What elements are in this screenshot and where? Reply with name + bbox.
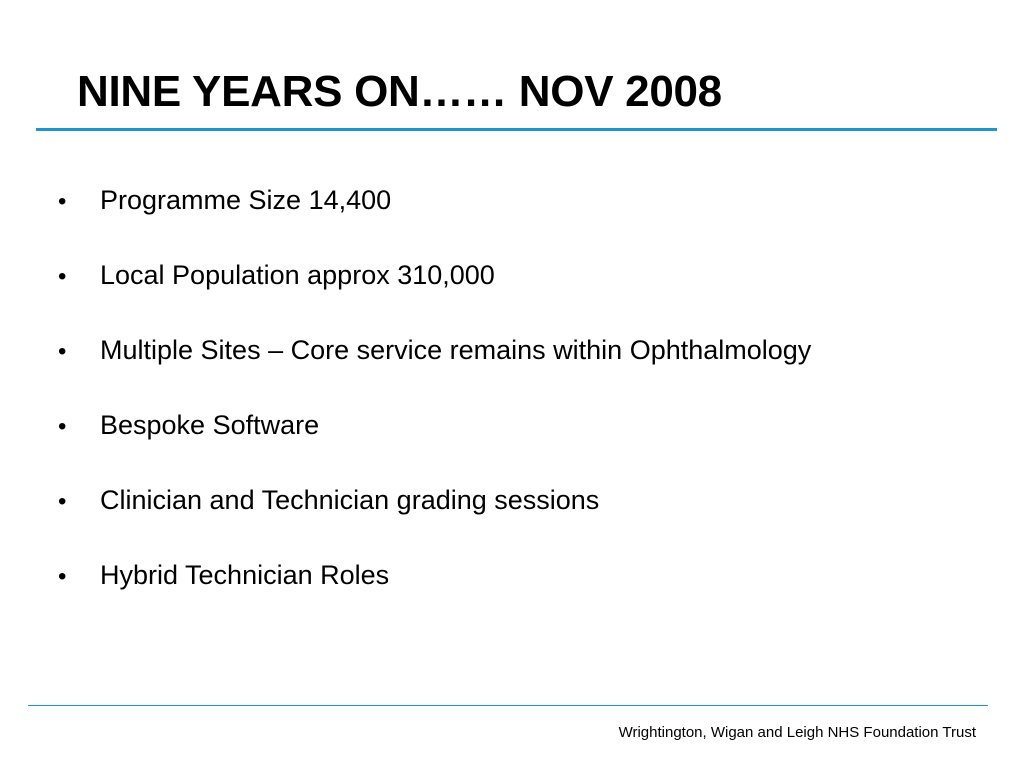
footer-divider (28, 705, 988, 706)
bullet-dot: • (58, 188, 67, 215)
bullet-dot: • (58, 488, 67, 515)
footer-organization: Wrightington, Wigan and Leigh NHS Foundation Trust (618, 724, 976, 741)
bullet-list (58, 180, 811, 630)
bullet-text: Multiple Sites – Core service remains within Ophthalmology (100, 335, 812, 365)
bullet-dot: • (58, 563, 67, 590)
bullet-text: Bespoke Software (100, 410, 320, 440)
bullet-text: Programme Size 14,400 (100, 185, 392, 215)
bullet-dot: • (58, 338, 67, 365)
bullet-item (58, 330, 811, 405)
bullet-text: Local Population approx 310,000 (100, 260, 495, 290)
bullet-dot: • (58, 413, 67, 440)
bullet-dot: • (58, 263, 67, 290)
bullet-item (58, 555, 811, 630)
bullet-item (58, 180, 811, 255)
bullet-text: Hybrid Technician Roles (100, 560, 390, 590)
bullet-item (58, 480, 811, 555)
slide-title: NINE YEARS ON…… NOV 2008 (77, 67, 722, 116)
bullet-text: Clinician and Technician grading sessions (100, 485, 600, 515)
bullet-item (58, 405, 811, 480)
title-divider (36, 128, 997, 131)
bullet-item (58, 255, 811, 330)
